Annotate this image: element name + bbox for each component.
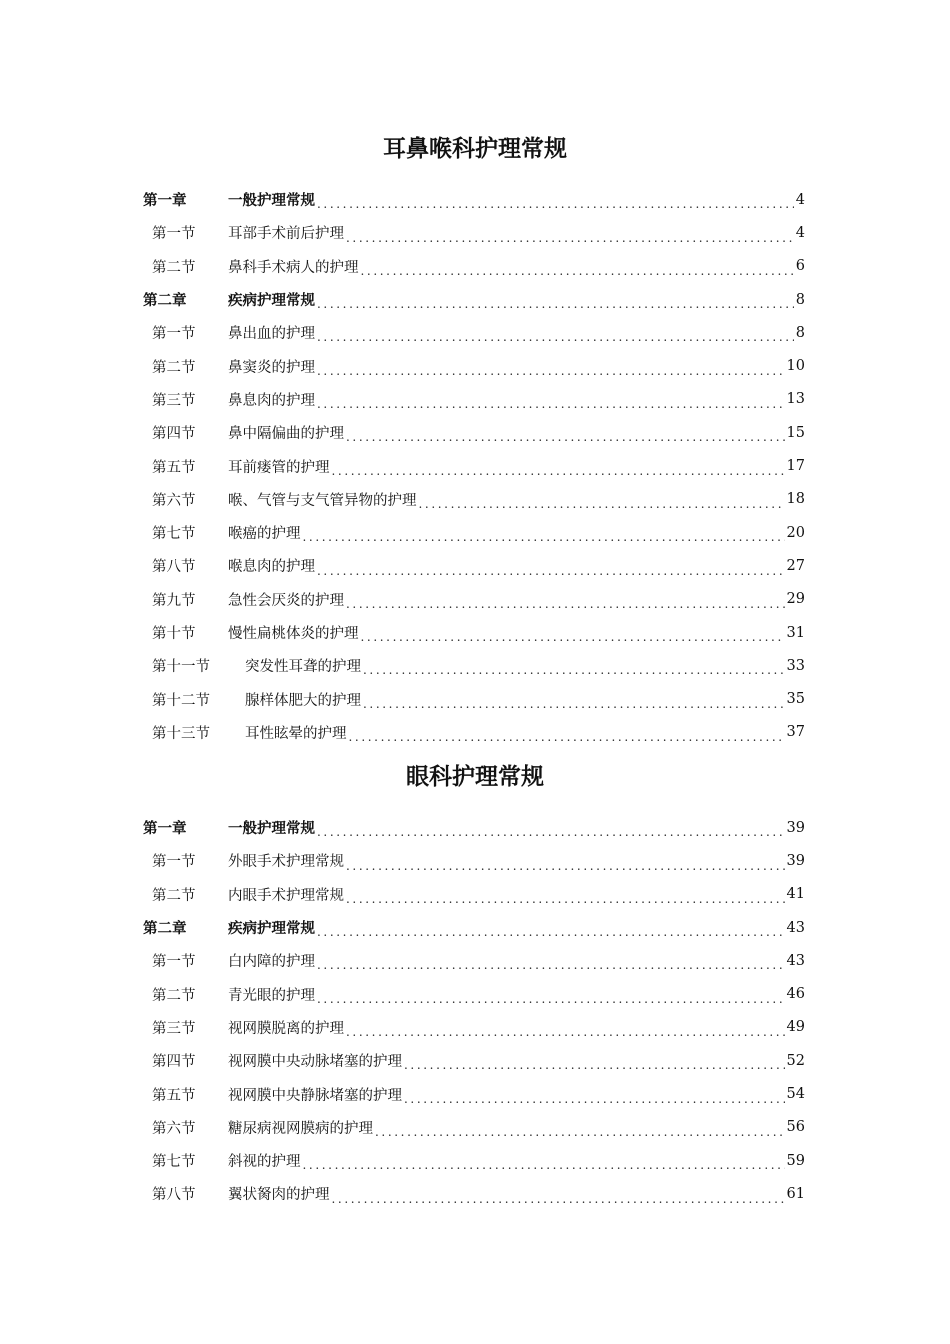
entry-title: 斜视的护理 (228, 1154, 301, 1171)
dot-leader (346, 1026, 785, 1044)
toc-section-entry[interactable] (143, 1011, 805, 1044)
entry-page-number: 39 (786, 819, 805, 836)
entry-number: 第二节 (152, 259, 196, 276)
entry-number: 第八节 (152, 1187, 196, 1204)
entry-title: 鼻中隔偏曲的护理 (228, 426, 344, 443)
toc-section-entry[interactable] (143, 944, 805, 977)
dot-leader (303, 1159, 785, 1177)
dot-leader (346, 232, 794, 250)
dot-leader (303, 531, 785, 549)
toc-chapter-entry[interactable] (143, 811, 805, 844)
entry-title: 视网膜脱离的护理 (228, 1020, 344, 1037)
entry-page-number: 49 (786, 1019, 805, 1036)
entry-title: 糖尿病视网膜病的护理 (228, 1120, 373, 1137)
dot-leader (317, 365, 785, 383)
entry-number: 第一节 (152, 854, 196, 871)
entry-title: 耳前瘘管的护理 (228, 459, 330, 476)
entry-title: 慢性扁桃体炎的护理 (228, 626, 359, 642)
entry-page-number: 52 (786, 1052, 805, 1069)
toc-section-entry[interactable] (143, 250, 805, 283)
dot-leader (332, 1193, 785, 1211)
entry-title: 内眼手术护理常规 (228, 887, 344, 904)
entry-title: 喉、气管与支气管异物的护理 (228, 492, 417, 509)
dot-leader (404, 1059, 785, 1077)
entry-page-number: 17 (786, 458, 805, 475)
entry-page-number: 27 (786, 557, 805, 574)
entry-number: 第十节 (152, 626, 196, 642)
entry-number: 第一章 (143, 192, 187, 210)
toc-section-entry[interactable] (143, 1144, 805, 1177)
toc-section-entry[interactable] (143, 449, 805, 482)
entry-page-number: 43 (786, 919, 805, 936)
entry-number: 第五节 (152, 1087, 196, 1104)
entry-number: 第七节 (152, 526, 196, 543)
entry-number: 第十二节 (152, 692, 210, 709)
entry-title: 疾病护理常规 (228, 920, 315, 938)
toc-section-entry[interactable] (143, 349, 805, 382)
dot-leader (404, 1093, 785, 1111)
entry-number: 第五节 (152, 459, 196, 476)
entry-title: 鼻息肉的护理 (228, 392, 315, 409)
entry-page-number: 33 (786, 657, 805, 674)
entry-number: 第一节 (152, 226, 196, 243)
entry-number: 第一节 (152, 954, 196, 971)
toc-section-entry[interactable] (143, 977, 805, 1010)
dot-leader (361, 631, 785, 649)
entry-number: 第一节 (152, 326, 196, 343)
dot-leader (317, 298, 794, 316)
dot-leader (317, 993, 785, 1011)
entry-title: 白内障的护理 (228, 954, 315, 971)
entry-number: 第二章 (143, 920, 187, 938)
dot-leader (317, 198, 794, 216)
entry-page-number: 39 (786, 852, 805, 869)
entry-number: 第四节 (152, 426, 196, 443)
entry-number: 第八节 (152, 559, 196, 576)
dot-leader (346, 598, 785, 616)
entry-title: 鼻窦炎的护理 (228, 359, 315, 376)
entry-number: 第六节 (152, 492, 196, 509)
section-title-ent: 耳鼻喉科护理常规 (383, 135, 567, 162)
entry-number: 第十三节 (152, 725, 210, 742)
entry-page-number: 18 (786, 491, 805, 508)
entry-number: 第四节 (152, 1054, 196, 1071)
entry-page-number: 4 (795, 224, 805, 241)
toc-chapter-entry[interactable] (143, 183, 805, 216)
toc-list-ophthalmology (143, 811, 805, 1211)
toc-section-entry[interactable] (143, 1111, 805, 1144)
entry-title: 腺样体肥大的护理 (245, 692, 361, 709)
entry-page-number: 37 (786, 724, 805, 741)
entry-page-number: 59 (786, 1152, 805, 1169)
entry-page-number: 8 (795, 324, 805, 341)
toc-section-entry[interactable] (143, 649, 805, 682)
toc-section-entry[interactable] (143, 383, 805, 416)
entry-page-number: 10 (786, 358, 805, 375)
toc-section-entry[interactable] (143, 682, 805, 715)
entry-number: 第七节 (152, 1154, 196, 1171)
entry-number: 第三节 (152, 392, 196, 409)
toc-section-entry[interactable] (143, 316, 805, 349)
entry-page-number: 8 (795, 291, 805, 308)
toc-section-entry[interactable] (143, 878, 805, 911)
toc-section-entry[interactable] (143, 1177, 805, 1210)
dot-leader (363, 664, 785, 682)
entry-page-number: 41 (786, 886, 805, 903)
entry-title: 外眼手术护理常规 (228, 854, 344, 871)
entry-title: 青光眼的护理 (228, 987, 315, 1004)
toc-section-entry[interactable] (143, 583, 805, 616)
dot-leader (346, 860, 785, 878)
entry-title: 急性会厌炎的护理 (228, 592, 344, 609)
dot-leader (317, 826, 785, 844)
entry-page-number: 56 (786, 1119, 805, 1136)
dot-leader (349, 731, 785, 749)
entry-page-number: 20 (786, 524, 805, 541)
entry-page-number: 29 (786, 591, 805, 608)
entry-page-number: 15 (786, 424, 805, 441)
toc-section-entry[interactable] (143, 844, 805, 877)
entry-page-number: 43 (786, 952, 805, 969)
entry-title: 鼻出血的护理 (228, 326, 315, 343)
toc-list-ent (143, 183, 805, 749)
toc-section-entry[interactable] (143, 716, 805, 749)
dot-leader (363, 698, 785, 716)
dot-leader (346, 431, 785, 449)
entry-title: 耳部手术前后护理 (228, 226, 344, 243)
entry-title: 一般护理常规 (228, 192, 315, 210)
toc-section-entry[interactable] (143, 1044, 805, 1077)
entry-number: 第三节 (152, 1020, 196, 1037)
entry-page-number: 61 (786, 1185, 805, 1202)
toc-section-entry[interactable] (143, 416, 805, 449)
toc-section-entry[interactable] (143, 483, 805, 516)
toc-section-entry[interactable] (143, 216, 805, 249)
entry-page-number: 6 (795, 258, 805, 275)
dot-leader (317, 398, 785, 416)
entry-number: 第九节 (152, 592, 196, 609)
toc-section-entry[interactable] (143, 1077, 805, 1110)
entry-title: 喉息肉的护理 (228, 559, 315, 576)
entry-title: 喉癌的护理 (228, 526, 301, 543)
dot-leader (317, 331, 794, 349)
entry-number: 第十一节 (152, 659, 210, 676)
entry-number: 第二章 (143, 292, 187, 310)
toc-section-entry[interactable] (143, 516, 805, 549)
entry-title: 鼻科手术病人的护理 (228, 259, 359, 276)
entry-title: 一般护理常规 (228, 820, 315, 838)
entry-page-number: 35 (786, 691, 805, 708)
entry-title: 疾病护理常规 (228, 292, 315, 310)
entry-page-number: 13 (786, 391, 805, 408)
entry-page-number: 31 (786, 624, 805, 641)
entry-title: 耳性眩晕的护理 (245, 725, 347, 742)
entry-title: 视网膜中央动脉堵塞的护理 (228, 1054, 402, 1071)
toc-section-entry[interactable] (143, 549, 805, 582)
toc-chapter-entry[interactable] (143, 911, 805, 944)
dot-leader (346, 893, 785, 911)
dot-leader (375, 1126, 785, 1144)
entry-title: 突发性耳聋的护理 (245, 659, 361, 676)
entry-number: 第一章 (143, 820, 187, 838)
entry-number: 第二节 (152, 359, 196, 376)
dot-leader (317, 959, 785, 977)
entry-number: 第二节 (152, 987, 196, 1004)
entry-page-number: 4 (795, 191, 805, 208)
entry-page-number: 54 (786, 1086, 805, 1103)
dot-leader (317, 926, 785, 944)
entry-title: 视网膜中央静脉堵塞的护理 (228, 1087, 402, 1104)
section-title-ophthalmology: 眼科护理常规 (406, 763, 544, 790)
dot-leader (332, 465, 785, 483)
dot-leader (361, 265, 794, 283)
toc-section-entry[interactable] (143, 616, 805, 649)
dot-leader (317, 565, 785, 583)
entry-number: 第六节 (152, 1120, 196, 1137)
toc-chapter-entry[interactable] (143, 283, 805, 316)
dot-leader (419, 498, 785, 516)
entry-number: 第二节 (152, 887, 196, 904)
entry-page-number: 46 (786, 986, 805, 1003)
entry-title: 翼状胬肉的护理 (228, 1187, 330, 1204)
